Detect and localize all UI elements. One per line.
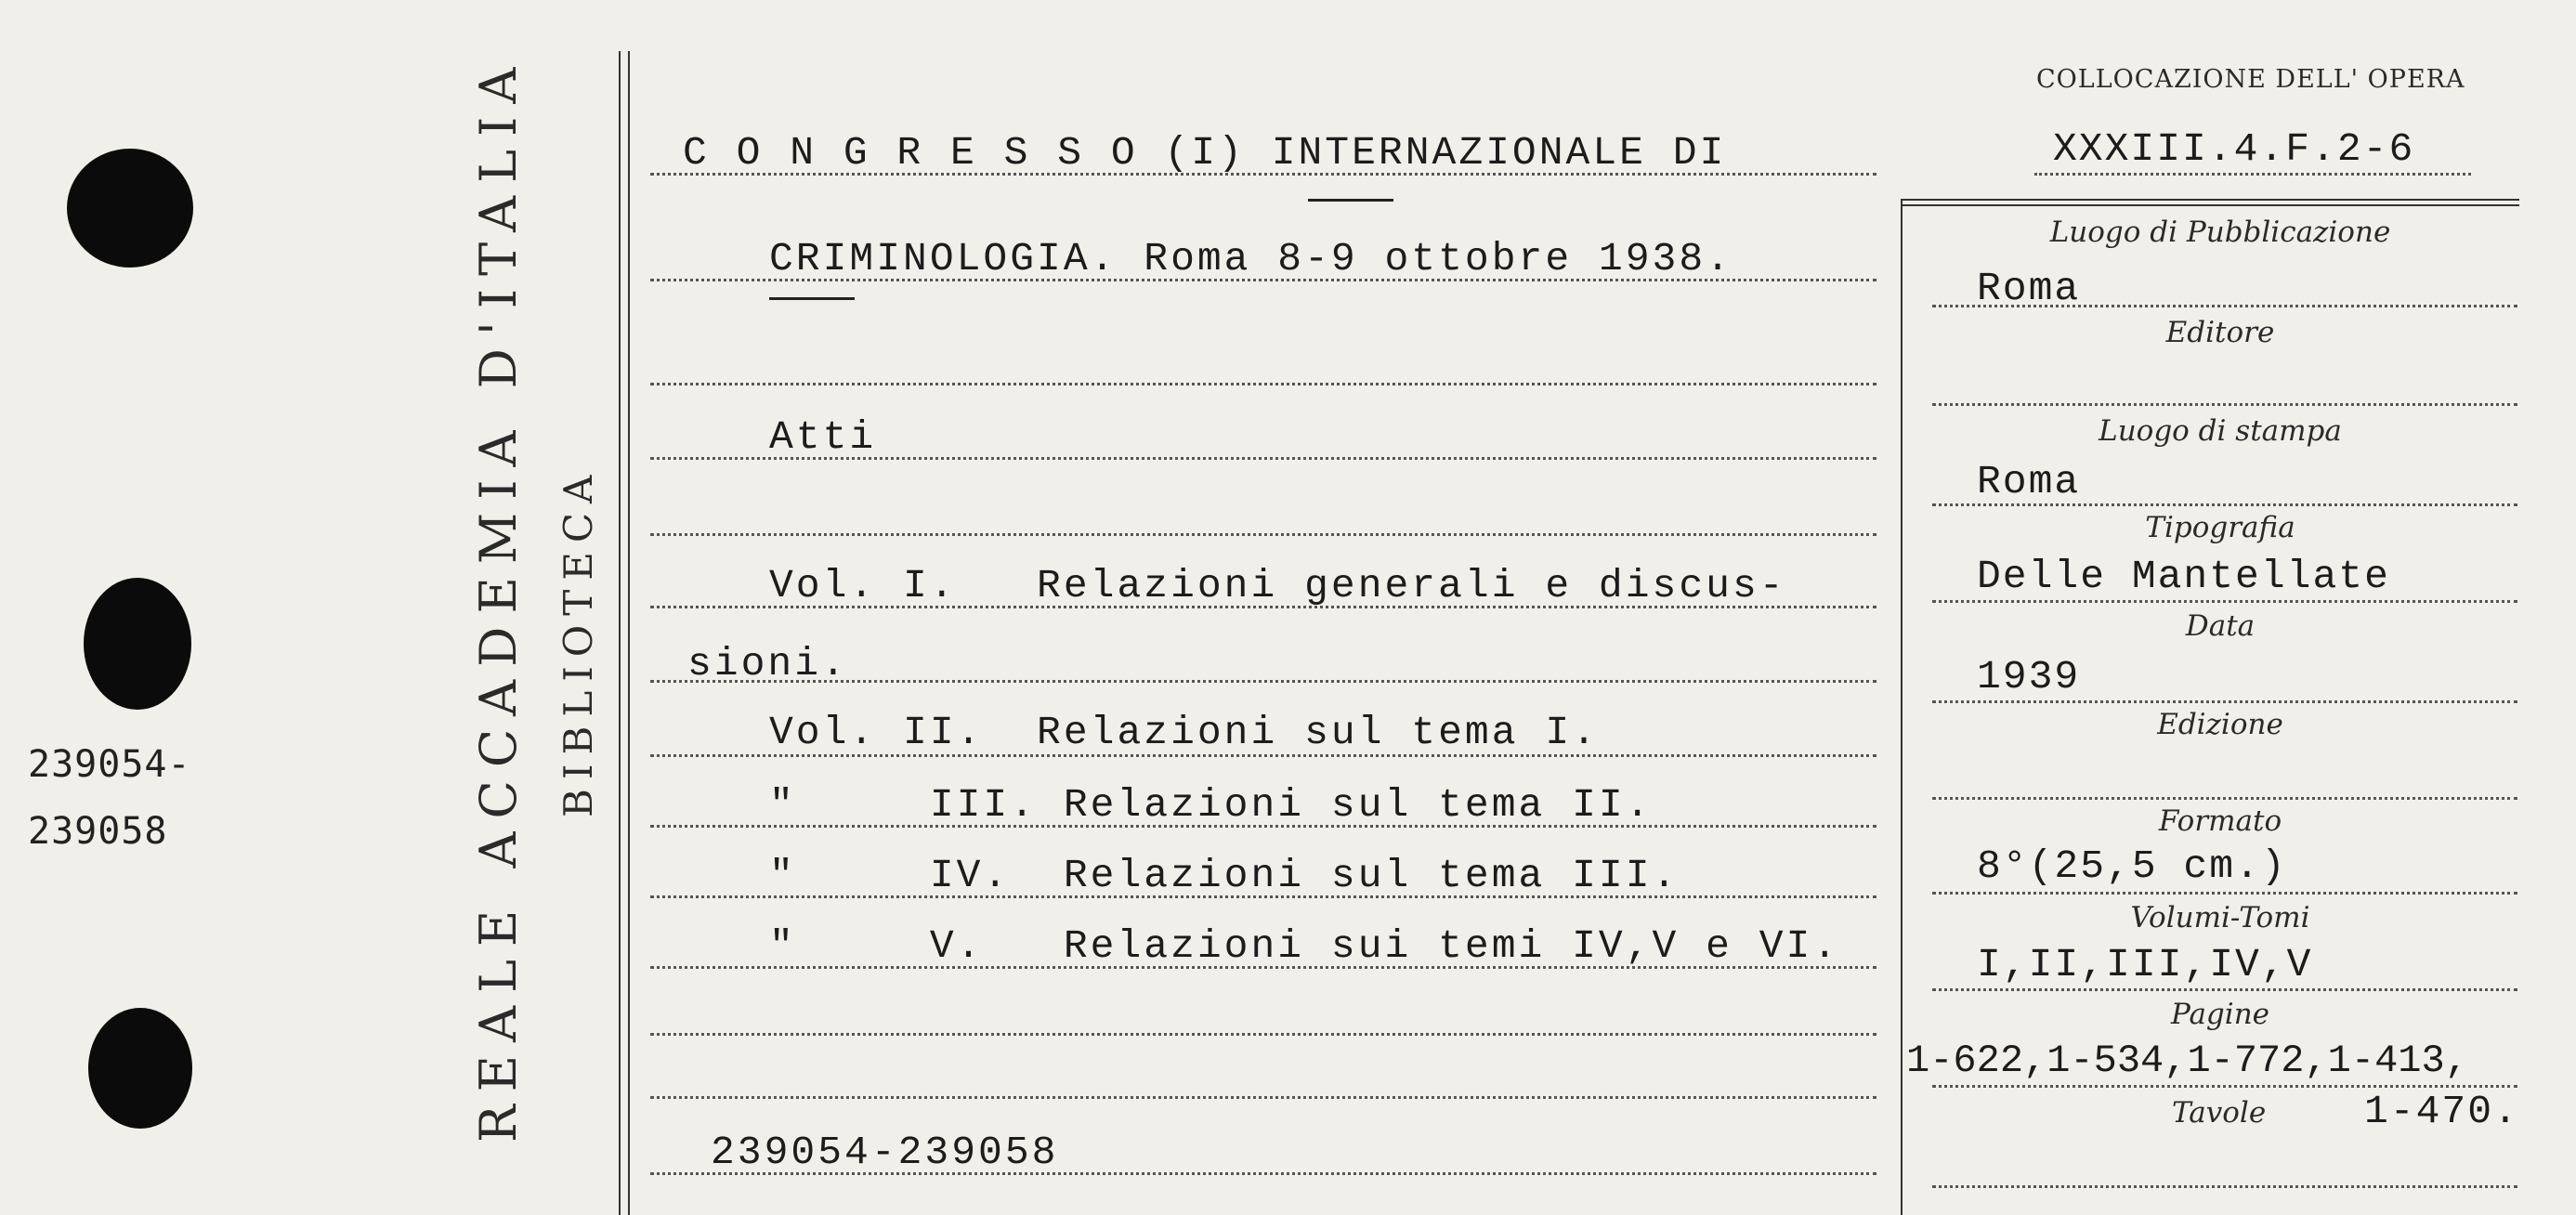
main-dotline-5 — [650, 533, 1876, 536]
label-tipografia: Tipografia — [2145, 511, 2295, 544]
value-volumi-tomi: I,II,III,IV,V — [1977, 942, 2313, 987]
value-pagine: 1-622,1-534,1-772,1-413, — [1906, 1039, 2468, 1083]
acts-label: Atti — [769, 414, 877, 460]
institution-name: REALE ACCADEMIA D'ITALIA — [469, 54, 528, 1143]
value-formato: 8°(25,5 cm.) — [1977, 843, 2287, 889]
label-edizione: Edizione — [2157, 708, 2283, 741]
label-formato: Formato — [2158, 804, 2282, 838]
volume-1-line: Vol. I. Relazioni generali e discus- — [769, 563, 1786, 608]
title-line-2: CRIMINOLOGIA. Roma 8-9 ottobre 1938. — [769, 236, 1733, 281]
details-dotline-7 — [1932, 892, 2517, 895]
details-dotline-3 — [1932, 503, 2517, 506]
punch-hole-middle — [84, 578, 191, 710]
main-dotline-12 — [650, 1033, 1876, 1036]
volume-2-line: Vol. II. Relazioni sul tema I. — [769, 710, 1599, 755]
value-tipografia: Delle Mantellate — [1977, 554, 2390, 599]
value-data: 1939 — [1977, 654, 2081, 699]
punch-hole-bottom — [88, 1008, 192, 1129]
details-dotline-1 — [1932, 305, 2517, 307]
department-name: BIBLIOTECA — [556, 465, 601, 817]
inventory-number: 239054-239058 — [711, 1130, 1059, 1175]
details-dotline-8 — [1932, 988, 2517, 991]
label-volumi-tomi: Volumi-Tomi — [2130, 901, 2310, 934]
margin-rule-1 — [619, 51, 621, 1215]
volume-3-line: " III. Relazioni sul tema II. — [769, 782, 1653, 828]
label-luogo-pubblicazione: Luogo di Pubblicazione — [2049, 216, 2391, 249]
details-panel-top-border — [1901, 199, 2519, 206]
margin-rule-2 — [628, 51, 630, 1215]
collocation-value: XXXIII.4.F.2-6 — [2053, 126, 2415, 172]
value-luogo-pubblicazione: Roma — [1977, 266, 2081, 311]
punch-hole-top — [67, 149, 193, 268]
details-dotline-4 — [1932, 600, 2517, 603]
label-luogo-stampa: Luogo di stampa — [2099, 414, 2342, 448]
main-dotline-13 — [650, 1096, 1876, 1099]
volume-5-line: " V. Relazioni sui temi IV,V e VI. — [769, 923, 1840, 969]
title-underline-mark — [1308, 199, 1393, 202]
collocation-heading: COLLOCAZIONE DELL' OPERA — [2036, 65, 2465, 94]
value-tavole: 1-470. — [2364, 1089, 2519, 1134]
details-dotline-2 — [1932, 403, 2517, 406]
details-dotline-9 — [1932, 1085, 2517, 1088]
label-editore: Editore — [2165, 316, 2275, 349]
label-tavole: Tavole — [2172, 1096, 2267, 1130]
details-dotline-5 — [1932, 700, 2517, 703]
value-luogo-stampa: Roma — [1977, 459, 2081, 504]
label-data: Data — [2185, 609, 2256, 643]
label-pagine: Pagine — [2170, 998, 2270, 1031]
volume-4-line: " IV. Relazioni sul tema III. — [769, 853, 1680, 898]
inventory-range-line1: 239054- — [28, 743, 191, 786]
details-dotline-6 — [1932, 797, 2517, 800]
title-line-1: C O N G R E S S O (I) INTERNAZIONALE DI — [683, 130, 1727, 176]
details-dotline-10 — [1932, 1185, 2517, 1188]
collocation-dotline — [2034, 173, 2471, 176]
main-dotline-3 — [650, 383, 1876, 385]
inventory-range-line2: 239058 — [28, 810, 168, 853]
title-underline-mark-2 — [769, 297, 855, 300]
volume-1-continuation: sioni. — [687, 641, 848, 686]
details-panel-left-border — [1901, 199, 1903, 1215]
